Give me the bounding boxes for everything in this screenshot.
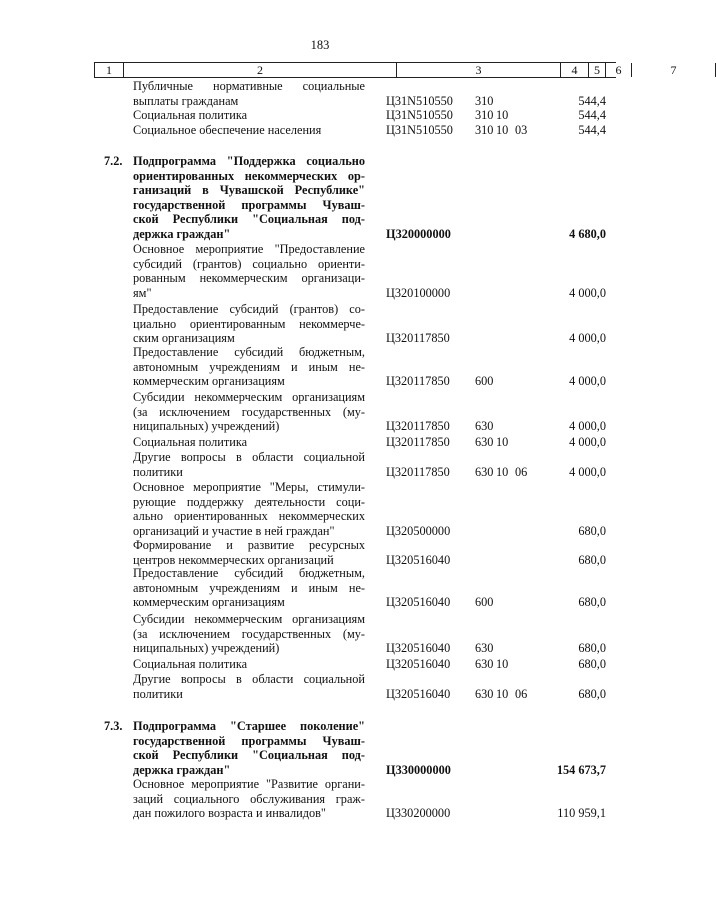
section-code: 10 (496, 123, 509, 137)
description-line: (за исключением государственных (му- (133, 404, 365, 419)
amount-value: 4 000,0 (569, 419, 606, 434)
section-code: 10 (496, 464, 509, 479)
amount-value: 680,0 (578, 552, 606, 567)
description-line: политики (133, 686, 183, 701)
row-description (133, 612, 365, 656)
header-col-7: 7 (631, 63, 716, 77)
description-line: коммерческим организациям (133, 374, 285, 389)
subsection-code: 03 (515, 123, 528, 137)
target-article-code: Ц31N510550 (386, 123, 453, 137)
header-col-6: 6 (605, 63, 631, 77)
description-line: ально ориентированных некоммерческих (133, 509, 365, 524)
description-line: Другие вопросы в области социальной (133, 672, 365, 686)
description-line: субсидий (грантов) социально ориенти- (133, 256, 365, 271)
description-line: Субсидии некоммерческим организациям (133, 612, 365, 626)
target-article-code: Ц320117850 (386, 374, 450, 389)
expense-type-code: 600 (475, 595, 494, 610)
header-col-2: 2 (123, 63, 396, 77)
subsection-code: 06 (515, 464, 528, 479)
row-description (133, 719, 365, 777)
description-line: выплаты гражданам (133, 93, 239, 108)
target-article-code: Ц320516040 (386, 595, 451, 610)
header-col-3: 3 (396, 63, 560, 77)
target-article-code: Ц31N510550 (386, 93, 453, 108)
amount-value: 680,0 (578, 641, 606, 656)
description-line: Основное мероприятие "Развитие органи- (133, 777, 365, 791)
expense-type-code: 310 (475, 93, 494, 108)
description-line: Предоставление субсидий бюджетным, (133, 345, 365, 359)
description-line: Предоставление субсидий бюджетным, (133, 566, 365, 580)
expense-type-code: 630 (475, 686, 494, 701)
expense-type-code: 630 (475, 435, 494, 449)
row-number: 7.3. (104, 719, 123, 733)
description-line: государственной программы Чуваш- (133, 733, 365, 748)
expense-type-code: 600 (475, 374, 494, 389)
section-code: 10 (496, 108, 509, 122)
target-article-code: Ц320117850 (386, 435, 450, 449)
expense-type-code: 630 (475, 464, 494, 479)
row-description (133, 657, 365, 672)
description-line: держка граждан" (133, 762, 231, 777)
row-description (133, 79, 365, 108)
description-line: Подпрограмма "Поддержка социально (133, 154, 365, 168)
amount-value: 680,0 (578, 595, 606, 610)
target-article-code: Ц320117850 (386, 464, 450, 479)
row-description (133, 302, 365, 346)
target-article-code: Ц320516040 (386, 657, 451, 671)
description-line: (за исключением государственных (му- (133, 626, 365, 641)
description-line: центров некоммерческих организаций (133, 552, 334, 567)
amount-value: 110 959,1 (557, 806, 606, 821)
section-code: 10 (496, 435, 509, 449)
target-article-code: Ц320500000 (386, 523, 451, 538)
amount-value: 4 000,0 (569, 331, 606, 346)
description-line: автономным учреждениям и иным не- (133, 580, 365, 595)
description-line: Основное мероприятие "Меры, стимули- (133, 480, 365, 494)
row-description (133, 108, 365, 123)
row-number: 7.2. (104, 154, 123, 168)
description-line: Формирование и развитие ресурсных (133, 538, 365, 552)
amount-value: 544,4 (578, 93, 606, 108)
header-col-1: 1 (94, 63, 123, 77)
description-line: ской Республики "Социальная под- (133, 748, 365, 763)
target-article-code: Ц320516040 (386, 552, 451, 567)
table-header (94, 62, 677, 78)
description-line: ганизаций в Чувашской Республике" (133, 183, 365, 198)
description-line: Основное мероприятие "Предоставление (133, 242, 365, 256)
amount-value: 680,0 (578, 657, 606, 671)
row-description (133, 435, 365, 450)
description-line: Социальная политика (133, 435, 248, 449)
amount-value: 544,4 (578, 108, 606, 122)
row-description (133, 566, 365, 610)
subsection-code: 06 (515, 686, 528, 701)
expense-type-code: 310 (475, 123, 494, 137)
expense-type-code: 630 (475, 657, 494, 671)
row-description (133, 538, 365, 567)
description-line: ским организациям (133, 331, 235, 346)
description-line: заций социального обслуживания граж- (133, 791, 365, 806)
description-line: государственной программы Чуваш- (133, 197, 365, 212)
amount-value: 4 000,0 (569, 285, 606, 300)
target-article-code: Ц330000000 (386, 762, 451, 777)
description-line: держка граждан" (133, 226, 231, 241)
description-line: ям" (133, 285, 152, 300)
target-article-code: Ц320516040 (386, 686, 451, 701)
amount-value: 154 673,7 (556, 762, 606, 777)
description-line: Социальная политика (133, 657, 248, 671)
description-line: рующие поддержку деятельности соци- (133, 494, 365, 509)
header-col-4: 4 (560, 63, 588, 77)
section-code: 10 (496, 657, 509, 671)
description-line: дан пожилого возраста и инвалидов" (133, 806, 326, 821)
target-article-code: Ц320117850 (386, 419, 450, 434)
row-description (133, 480, 365, 538)
description-line: Подпрограмма "Старшее поколение" (133, 719, 365, 733)
amount-value: 680,0 (578, 523, 606, 538)
section-code: 10 (496, 686, 509, 701)
row-description (133, 390, 365, 434)
target-article-code: Ц31N510550 (386, 108, 453, 122)
description-line: ниципальных) учреждений) (133, 641, 280, 656)
amount-value: 4 680,0 (569, 227, 606, 241)
description-line: Социальное обеспечение населения (133, 123, 322, 137)
description-line: политики (133, 464, 183, 479)
description-line: циально ориентированным некоммерче- (133, 316, 365, 331)
description-line: Социальная политика (133, 108, 248, 122)
amount-value: 4 000,0 (569, 435, 606, 449)
row-description (133, 242, 365, 300)
row-description (133, 345, 365, 389)
description-line: ориентированных некоммерческих ор- (133, 168, 365, 183)
expense-type-code: 630 (475, 419, 494, 434)
description-line: Субсидии некоммерческим организациям (133, 390, 365, 404)
row-description (133, 777, 365, 821)
description-line: Другие вопросы в области социальной (133, 450, 365, 464)
header-col-5: 5 (588, 63, 605, 77)
description-line: Предоставление субсидий (грантов) со- (133, 302, 365, 316)
row-description (133, 450, 365, 479)
target-article-code: Ц320117850 (386, 331, 450, 346)
amount-value: 4 000,0 (569, 374, 606, 389)
amount-value: 544,4 (578, 123, 606, 137)
description-line: Публичные нормативные социальные (133, 79, 365, 93)
target-article-code: Ц320000000 (386, 227, 451, 241)
description-line: коммерческим организациям (133, 595, 285, 610)
row-description (133, 154, 365, 242)
page-number: 183 (310, 38, 330, 52)
target-article-code: Ц320516040 (386, 641, 451, 656)
row-description (133, 672, 365, 701)
target-article-code: Ц330200000 (386, 806, 451, 821)
amount-value: 4 000,0 (569, 464, 606, 479)
amount-value: 680,0 (578, 686, 606, 701)
expense-type-code: 630 (475, 641, 494, 656)
target-article-code: Ц320100000 (386, 285, 451, 300)
row-description (133, 123, 365, 138)
description-line: ской Республики "Социальная под- (133, 212, 365, 227)
description-line: автономным учреждениям и иным не- (133, 359, 365, 374)
description-line: рованным некоммерческим организаци- (133, 271, 365, 286)
expense-type-code: 310 (475, 108, 494, 122)
description-line: организаций и участие в ней граждан" (133, 523, 335, 538)
description-line: ниципальных) учреждений) (133, 419, 280, 434)
